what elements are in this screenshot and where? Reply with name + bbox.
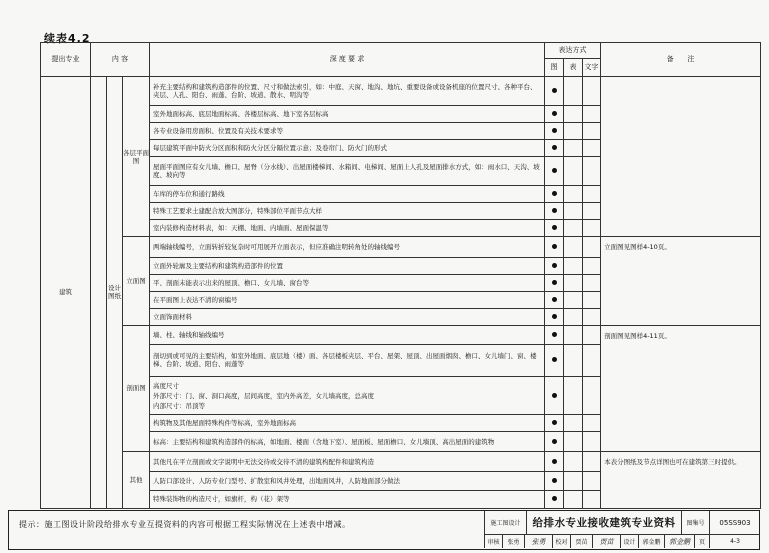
- requirement-cell: 特殊工艺要求土建配合放大图部分，特殊部位平面节点大样: [150, 203, 545, 220]
- method-drawing-cell: [545, 291, 564, 308]
- method-text-cell: [583, 490, 601, 508]
- requirement-cell: 室外地面标高、底层地面标高、各楼层标高、地下室各层标高: [150, 106, 545, 123]
- bullet-dot-icon: [552, 208, 557, 213]
- method-text-cell: [583, 274, 601, 291]
- requirement-cell: 其他凡在平立剖面或文字说明中无法交待或交待不清的建筑构配件和建筑构造: [150, 451, 545, 472]
- requirement-cell: 构筑物及其他屋面特殊构件等标高，室外地面标高: [150, 415, 545, 432]
- bullet-dot-icon: [552, 314, 557, 319]
- requirement-cell: 屋面平面图应有女儿墙、檐口、屋脊（分水线）、出屋面楼梯间、水箱间、电梯间、屋面上人孔及屋面排水方式，如：雨水口、天沟、坡度、坡向等: [150, 157, 545, 186]
- requirement-line: 内部尺寸：吊顶等: [153, 401, 206, 410]
- bullet-dot-icon: [552, 145, 557, 150]
- method-drawing-cell: [545, 472, 564, 490]
- group-label: 其他: [123, 451, 150, 508]
- design-drawings-cell: 设计图纸: [107, 76, 123, 508]
- checker-signature: 贾苗: [593, 535, 621, 548]
- method-drawing-cell: [545, 186, 564, 203]
- method-text-cell: [583, 257, 601, 274]
- bullet-dot-icon: [552, 496, 557, 501]
- method-table-cell: [564, 257, 583, 274]
- method-text-cell: [583, 472, 601, 490]
- method-drawing-cell: [545, 106, 564, 123]
- bullet-dot-icon: [552, 225, 557, 230]
- page-label: 页: [695, 535, 710, 548]
- method-text-cell: [583, 123, 601, 140]
- requirement-cell: 立面外轮廓及主要结构和建筑构造部件的位置: [150, 257, 545, 274]
- requirement-cell: 立面饰面材料: [150, 308, 545, 325]
- page-number: 4-3: [730, 538, 740, 545]
- reviewer-name: 张勇: [503, 535, 525, 548]
- method-text-cell: [583, 291, 601, 308]
- method-table-cell: [564, 451, 583, 472]
- method-drawing-cell: [545, 451, 564, 472]
- method-text-cell: [583, 76, 601, 105]
- footer-note: 提示：施工图设计阶段给排水专业互提资料的内容可根据工程实际情况在上述表中增减。: [19, 520, 351, 529]
- table-row: [41, 76, 761, 105]
- bullet-dot-icon: [552, 297, 557, 302]
- method-table-cell: [564, 472, 583, 490]
- method-drawing-cell: [545, 257, 564, 274]
- check-label: 校对: [553, 535, 571, 548]
- design-label: 设计: [621, 535, 639, 548]
- bullet-dot-icon: [552, 393, 557, 398]
- requirement-cell: 室内装修构造材料表，如：天棚、地面、内墙面、屋面保温等: [150, 220, 545, 237]
- method-table-cell: [564, 490, 583, 508]
- header-remarks: 备 注: [601, 43, 761, 77]
- method-drawing-cell: [545, 325, 564, 344]
- remark-cell: [601, 76, 761, 236]
- requirement-cell: 在平面图上表达不清的窗编号: [150, 291, 545, 308]
- requirement-cell: 墙、柱、轴线和轴线编号: [150, 325, 545, 344]
- header-depth: 深 度 要 求: [150, 43, 545, 77]
- method-drawing-cell: [545, 345, 564, 377]
- bullet-dot-icon: [552, 244, 557, 249]
- review-label: 审核: [485, 535, 503, 548]
- requirement-line: 外部尺寸：门、窗、洞口高度，层间高度，室内外高差，女儿墙高度，总高度: [153, 391, 375, 400]
- requirement-cell: 每层建筑平面中防火分区面积和防火分区分隔位置示意；及卷帘门、防火门的形式: [150, 140, 545, 157]
- drawing-title: 给排水专业接收建筑专业资料: [527, 511, 682, 534]
- designer-name: 郭金鹏: [639, 535, 665, 548]
- remark-cell: 本表分图纸及节点详图也可在建筑第三时提供。: [601, 451, 761, 508]
- header-discipline: 提出专业: [41, 43, 91, 77]
- method-table-cell: [564, 325, 583, 344]
- method-drawing-cell: [545, 490, 564, 508]
- header-method-drawing: 图: [545, 58, 564, 76]
- discipline-cell: 建筑: [41, 76, 91, 508]
- method-table-cell: [564, 203, 583, 220]
- bullet-dot-icon: [552, 439, 557, 444]
- table-row: [41, 451, 761, 472]
- requirement-cell: 人防口部设计、人防专业门型号、扩散室和风井处理，出地面风井，人防地面部分做法: [150, 472, 545, 490]
- method-drawing-cell: [545, 415, 564, 432]
- method-table-cell: [564, 106, 583, 123]
- header-method-text: 文字: [583, 58, 601, 76]
- group-label: 立面图: [123, 237, 150, 326]
- method-table-cell: [564, 274, 583, 291]
- method-text-cell: [583, 308, 601, 325]
- remark-cell: 剖面图见图样4-11页。: [601, 325, 761, 451]
- requirement-cell: 车库的停车位和通行路线: [150, 186, 545, 203]
- requirement-cell: [150, 376, 545, 415]
- method-drawing-cell: [545, 274, 564, 291]
- method-drawing-cell: [545, 237, 564, 258]
- requirement-cell: 剖切到或可见的主要结构，如室外地面、底层地（楼）面、各层楼板夹层、平台、屋架、屋顶、出屋面烟囱、檐口、女儿墙门、窗、楼梯、台阶、坡道、阳台、雨蓬等: [150, 345, 545, 377]
- bullet-dot-icon: [552, 478, 557, 483]
- checker-name: 贾苗: [571, 535, 593, 548]
- stage-label: 施工图设计: [485, 511, 527, 534]
- bullet-dot-icon: [552, 357, 557, 362]
- method-text-cell: [583, 451, 601, 472]
- method-table-cell: [564, 237, 583, 258]
- method-drawing-cell: [545, 220, 564, 237]
- designer-signature: 郭金鹏: [665, 535, 695, 548]
- method-table-cell: [564, 123, 583, 140]
- header-method: 表达方式: [545, 43, 601, 59]
- method-table-cell: [564, 186, 583, 203]
- requirement-line: 高度尺寸: [153, 381, 180, 390]
- table-row: [41, 325, 761, 344]
- method-text-cell: [583, 140, 601, 157]
- method-text-cell: [583, 186, 601, 203]
- bullet-dot-icon: [552, 111, 557, 116]
- method-table-cell: [564, 432, 583, 451]
- method-drawing-cell: [545, 123, 564, 140]
- bullet-dot-icon: [552, 168, 557, 173]
- atlas-number: 05SS903: [719, 518, 751, 527]
- method-text-cell: [583, 203, 601, 220]
- method-drawing-cell: [545, 376, 564, 415]
- header-content: 内 容: [91, 43, 150, 77]
- table-row: [41, 237, 761, 258]
- method-table-cell: [564, 140, 583, 157]
- requirement-cell: 补充主要结构和建筑构造部件的位置、尺寸和做法索引，如：中庭、天窗、地沟、地坑、重要设备或设备机座的位置尺寸、各种平台、夹层、人孔、阳台、雨蓬、台阶、坡道、散水、明沟等: [150, 76, 545, 105]
- method-text-cell: [583, 157, 601, 186]
- bullet-dot-icon: [552, 263, 557, 268]
- requirement-cell: 两端轴线编号，立面转折较复杂时可用展开立面表示，但应准确注明转角处的轴线编号: [150, 237, 545, 258]
- method-text-cell: [583, 325, 601, 344]
- method-text-cell: [583, 432, 601, 451]
- group-label: 各层平面图: [123, 76, 150, 236]
- requirement-cell: 平、剖面未能表示出来的屋顶、檐口、女儿墙、窗台等: [150, 274, 545, 291]
- method-text-cell: [583, 237, 601, 258]
- bullet-dot-icon: [552, 128, 557, 133]
- table-caption: 续表4.2: [44, 32, 91, 45]
- requirement-cell: 标高：主要结构和建筑构造部件的标高，如地面、楼面（含地下室）、屋面板、屋面檐口、女儿墙顶、高出屋面的建筑物: [150, 432, 545, 451]
- bullet-dot-icon: [552, 332, 557, 337]
- bullet-dot-icon: [552, 420, 557, 425]
- spec-table: [40, 42, 761, 509]
- method-text-cell: [583, 106, 601, 123]
- method-table-cell: [564, 345, 583, 377]
- atlas-label: 图集号: [682, 511, 710, 534]
- spacer-cell: [91, 76, 107, 508]
- footer-bar: [8, 510, 760, 550]
- requirement-cell: 特殊装饰物的构造尺寸，如旗杆，构（花）架等: [150, 490, 545, 508]
- remark-cell: 立面图见图样4-10页。: [601, 237, 761, 326]
- method-text-cell: [583, 376, 601, 415]
- header-method-table: 表: [564, 58, 583, 76]
- bullet-dot-icon: [552, 459, 557, 464]
- method-text-cell: [583, 220, 601, 237]
- method-table-cell: [564, 157, 583, 186]
- title-block: [484, 511, 759, 548]
- bullet-dot-icon: [552, 88, 557, 93]
- method-table-cell: [564, 376, 583, 415]
- method-table-cell: [564, 76, 583, 105]
- method-drawing-cell: [545, 308, 564, 325]
- method-table-cell: [564, 220, 583, 237]
- method-table-cell: [564, 291, 583, 308]
- method-table-cell: [564, 415, 583, 432]
- method-text-cell: [583, 415, 601, 432]
- requirement-cell: 各专业设备用房面积、位置及有关技术要求等: [150, 123, 545, 140]
- method-drawing-cell: [545, 203, 564, 220]
- group-label: 剖面图: [123, 325, 150, 451]
- method-drawing-cell: [545, 76, 564, 105]
- method-drawing-cell: [545, 140, 564, 157]
- method-drawing-cell: [545, 432, 564, 451]
- bullet-dot-icon: [552, 280, 557, 285]
- method-table-cell: [564, 308, 583, 325]
- reviewer-signature: 张勇: [525, 535, 553, 548]
- method-text-cell: [583, 345, 601, 377]
- bullet-dot-icon: [552, 191, 557, 196]
- method-drawing-cell: [545, 157, 564, 186]
